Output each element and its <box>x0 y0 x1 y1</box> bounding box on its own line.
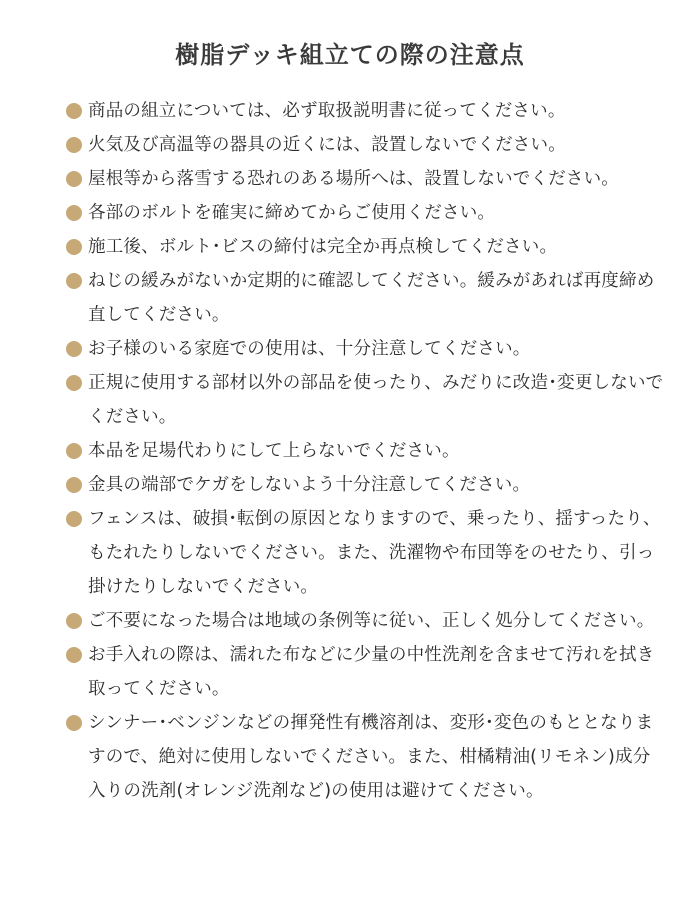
caution-item <box>66 196 664 230</box>
caution-text: 本品を足場代わりにして上らないでください。 <box>88 441 460 461</box>
caution-item <box>66 94 664 128</box>
caution-item <box>66 162 664 196</box>
caution-item <box>66 468 664 502</box>
bullet-dot-icon <box>66 613 82 629</box>
bullet-dot-icon <box>66 647 82 663</box>
caution-text: 商品の組立については、必ず取扱説明書に従ってください。 <box>88 101 566 121</box>
caution-item <box>66 706 664 808</box>
caution-text: 火気及び高温等の器具の近くには、設置しないでください。 <box>88 135 566 155</box>
bullet-dot-icon <box>66 341 82 357</box>
page-title: 樹脂デッキ組立ての際の注意点 <box>175 41 525 69</box>
caution-text: 各部のボルトを確実に締めてからご使用ください。 <box>88 203 496 223</box>
bullet-dot-icon <box>66 171 82 187</box>
bullet-dot-icon <box>66 205 82 221</box>
caution-text: 金具の端部でケガをしないよう十分注意してください。 <box>88 475 531 495</box>
caution-text: 正規に使用する部材以外の部品を使ったり、みだりに改造･変更しないでください。 <box>88 373 664 427</box>
bullet-dot-icon <box>66 511 82 527</box>
caution-item <box>66 332 664 366</box>
caution-text: 施工後、ボルト･ビスの締付は完全か再点検してください。 <box>88 237 558 257</box>
bullet-dot-icon <box>66 477 82 493</box>
bullet-dot-icon <box>66 239 82 255</box>
bullet-dot-icon <box>66 443 82 459</box>
caution-item <box>66 366 664 434</box>
bullet-dot-icon <box>66 103 82 119</box>
caution-item <box>66 502 664 604</box>
caution-item <box>66 604 664 638</box>
caution-text: シンナー･ベンジンなどの揮発性有機溶剤は、変形･変色のもととなりますので、絶対に使用しないでください。また、柑橘精油(リモネン)成分入りの洗剤(オレンジ洗剤など)の使用は避けてください。 <box>88 713 654 801</box>
caution-text: フェンスは、破損･転倒の原因となりますので、乗ったり、揺すったり、もたれたりしないでください。また、洗濯物や布団等をのせたり、引っ掛けたりしないでください。 <box>88 509 661 597</box>
caution-item <box>66 230 664 264</box>
bullet-dot-icon <box>66 137 82 153</box>
caution-list <box>0 94 700 808</box>
caution-item <box>66 434 664 468</box>
bullet-dot-icon <box>66 715 82 731</box>
caution-item <box>66 638 664 706</box>
caution-text: ご不要になった場合は地域の条例等に従い、正しく処分してください。 <box>88 611 655 631</box>
caution-text: お子様のいる家庭での使用は、十分注意してください。 <box>88 339 531 359</box>
caution-item <box>66 264 664 332</box>
caution-text: お手入れの際は、濡れた布などに少量の中性洗剤を含ませて汚れを拭き取ってください。 <box>88 645 655 699</box>
caution-text: ねじの緩みがないか定期的に確認してください。緩みがあれば再度締め直してください。 <box>88 271 655 325</box>
caution-text: 屋根等から落雪する恐れのある場所へは、設置しないでください。 <box>88 169 619 189</box>
bullet-dot-icon <box>66 273 82 289</box>
caution-item <box>66 128 664 162</box>
bullet-dot-icon <box>66 375 82 391</box>
